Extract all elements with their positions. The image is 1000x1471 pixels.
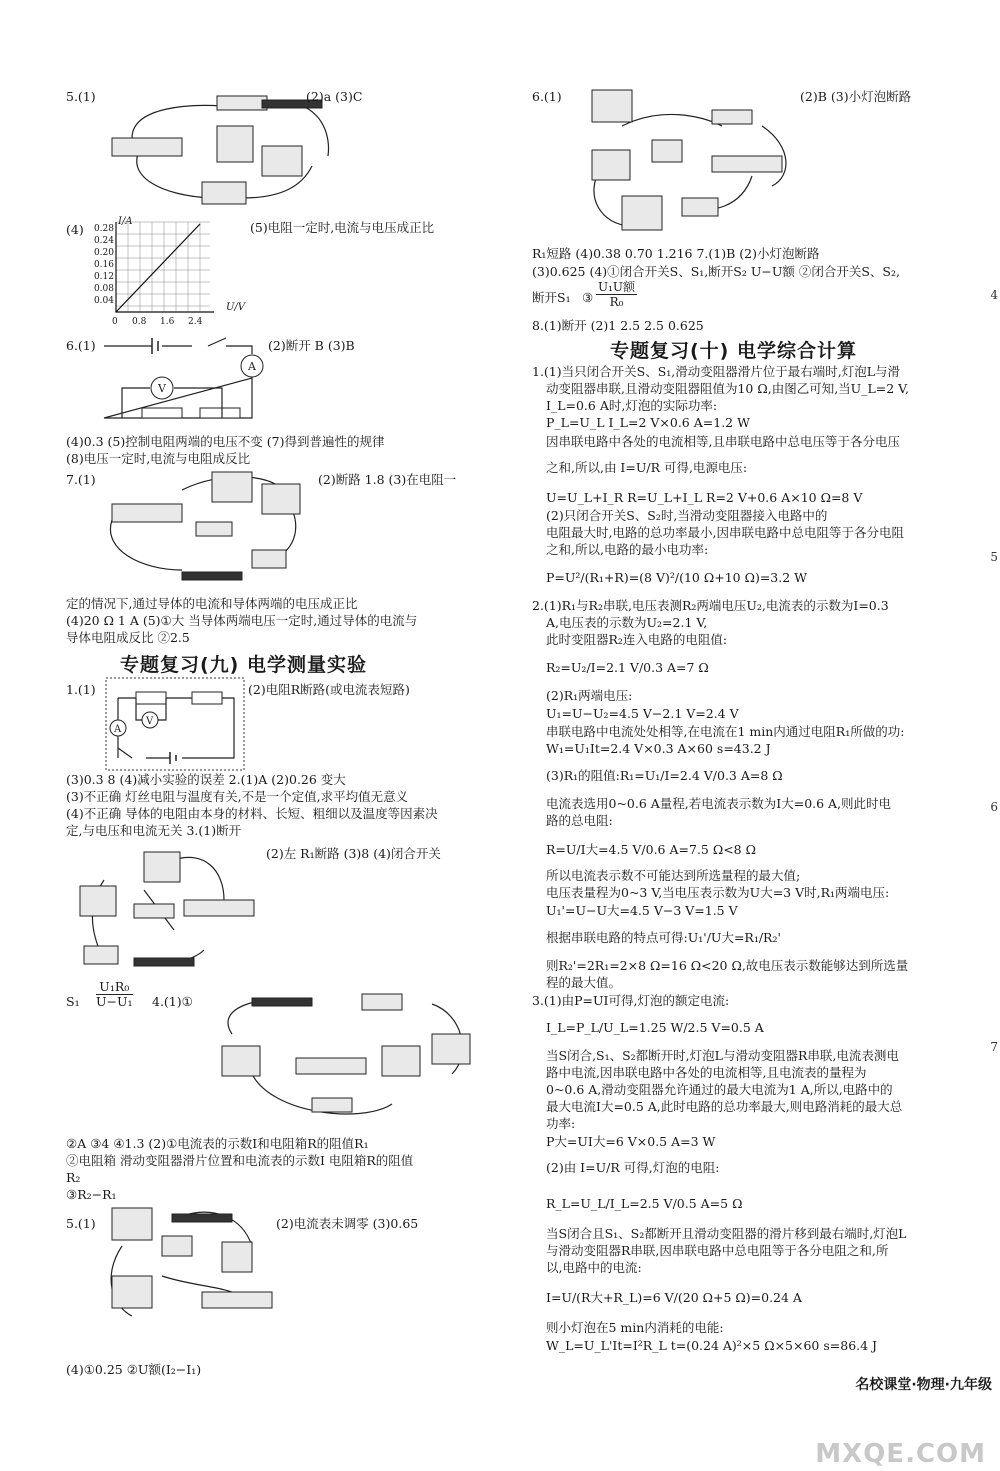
s9-line2: (3)不正确 灯丝电阻与温度有关,不是一个定值,求平均值无意义	[66, 789, 409, 804]
r-line20: 此时变阻器R₂连入电路的电阻值:	[546, 632, 728, 647]
r-line19: A,电压表的示数为U₂=2.1 V,	[546, 615, 708, 630]
r-line12: 之和,所以,由 I=U/R 可得,电源电压:	[546, 460, 748, 475]
q5-answers: (2)a (3)C	[306, 89, 363, 104]
q7-line4: (4)20 Ω 1 A (5)①大 当导体两端电压一定时,通过导体的电流与	[66, 613, 418, 628]
s9-q3-circuit-figure	[74, 850, 274, 980]
ytick: 0.28	[93, 224, 114, 234]
r-line43: P大=UI大=6 V×0.5 A=3 W	[546, 1134, 716, 1149]
s9-q3-fraction	[96, 980, 133, 1009]
s9-q5-answers: (2)电流表未调零 (3)0.65	[276, 1216, 419, 1231]
r-line46: 当S闭合且S₁、S₂都断开且滑动变阻器的滑片移到最右端时,灯泡L	[546, 1226, 907, 1241]
r-q6-label: 6.(1)	[532, 89, 562, 104]
s9-q1-circuit-diagram	[106, 678, 246, 772]
s9-q4-line3: ②电阻箱 滑动变阻器滑片位置和电流表的示数I 电阻箱R的阻值	[66, 1153, 414, 1168]
s9-q1-label: 1.(1)	[66, 682, 96, 697]
ytick: 0.24	[93, 236, 114, 246]
ytick: 0.12	[93, 272, 114, 282]
watermark-logo: MXQE.COM	[815, 1439, 986, 1469]
r-line40: 0~0.6 A,滑动变阻器允许通过的最大电流为1 A,所以,电路中的	[546, 1082, 893, 1097]
q6-label: 6.(1)	[66, 338, 96, 353]
s9-line3: (4)不正确 导体的电阻由本身的材料、长短、粗细以及温度等因素决	[66, 806, 438, 821]
graph-line	[116, 224, 200, 312]
r-line23: U₁=U−U₂=4.5 V−2.1 V=2.4 V	[546, 706, 739, 721]
graph-yticks	[86, 224, 114, 306]
s9-q5-circuit-figure	[102, 1206, 302, 1336]
graph-xlabel: U/V	[226, 302, 246, 313]
r-line31: 电压表量程为0~3 V,当电压表示数为U大=3 V时,R₁两端电压:	[546, 885, 890, 900]
svg-text:A: A	[114, 724, 122, 735]
s9-q4-circuit-figure	[212, 994, 492, 1124]
r-line47: 与滑动变阻器R串联,因串联电路中总电阻等于各分电阻之和,所	[546, 1243, 889, 1258]
r-line16: 之和,所以,电路的最小电功率:	[546, 542, 709, 557]
r-line37: I_L=P_L/U_L=1.25 W/2.5 V=0.5 A	[546, 1020, 764, 1035]
q7-line3: 定的情况下,通过导体的电流和导体两端的电压成正比	[66, 596, 358, 611]
q5-5-answer: (5)电阻一定时,电流与电压成正比	[250, 220, 435, 235]
svg-text:V: V	[146, 716, 154, 727]
q5-circuit-figure	[102, 86, 342, 214]
r-line42: 功率:	[546, 1116, 576, 1131]
side-number: 7	[990, 1040, 998, 1054]
r-line30: 所以电流表示数不可能达到所选量程的最大值;	[546, 868, 801, 883]
r-line39: 路中电流,因串联电路中各处的电流相等,且电流表的量程为	[546, 1065, 867, 1080]
fraction-numerator: U₁U额	[598, 280, 636, 294]
svg-text:A: A	[248, 360, 256, 373]
r-line10: P_L=U_L I_L=2 V×0.6 A=1.2 W	[546, 415, 750, 430]
r-line24: 串联电路中电流处处相等,在电流在1 min内通过电阻R₁所做的功:	[546, 724, 905, 739]
r-q6-circuit-figure	[562, 86, 802, 238]
s9-q3-s1: S₁	[66, 994, 80, 1009]
r-line35: 程的最大值。	[546, 975, 622, 990]
r-line29: R=U/I大=4.5 V/0.6 A=7.5 Ω<8 Ω	[546, 842, 756, 857]
ytick: 0.08	[93, 284, 114, 294]
r-line36: 3.(1)由P=UI可得,灯泡的额定电流:	[532, 993, 730, 1008]
xtick: 1.6	[160, 317, 175, 327]
q7-answers: (2)断路 1.8 (3)在电阻一	[318, 472, 457, 487]
q5-label: 5.(1)	[66, 89, 96, 104]
r-line41: 最大电流I大=0.5 A,此时电路的总功率最大,则电路消耗的最大总	[546, 1099, 903, 1114]
r-line25: W₁=U₁It=2.4 V×0.3 A×60 s=43.2 J	[546, 741, 771, 756]
r-line17: P=U²/(R₁+R)=(8 V)²/(10 Ω+10 Ω)=3.2 W	[546, 570, 807, 585]
q7-line5: 导体电阻成反比 ②2.5	[66, 630, 190, 645]
s9-q4-label: 4.(1)①	[152, 994, 193, 1009]
section-heading-9: 专题复习(九) 电学测量实验	[120, 654, 367, 676]
r-line15: 电阻最大时,电路的总功率最小,因串联电路中总电阻等于各分电阻	[546, 525, 904, 540]
s9-line1: (3)0.3 8 (4)减小实验的误差 2.(1)A (2)0.26 变大	[66, 772, 346, 787]
r-line09: I_L=0.6 A时,灯泡的实际功率:	[546, 398, 718, 413]
q6-answers: (2)断开 B (3)B	[268, 338, 355, 353]
r-line21: R₂=U₂/I=2.1 V/0.3 A=7 Ω	[546, 660, 709, 675]
graph-ylabel: I/A	[118, 216, 133, 227]
ytick: 0.20	[93, 248, 114, 258]
r-line13: U=U_L+I_R R=U_L+I_L R=2 V+0.6 A×10 Ω=8 V	[546, 490, 863, 505]
s9-q4-line5: ③R₂−R₁	[66, 1187, 117, 1202]
r-line49: I=U/(R大+R_L)=6 V/(20 Ω+5 Ω)=0.24 A	[546, 1290, 802, 1305]
q6-line8: (8)电压一定时,电流与电阻成反比	[66, 451, 251, 466]
r-line28: 路的总电阻:	[546, 813, 613, 828]
svg-text:V: V	[158, 382, 166, 395]
section-heading-10: 专题复习(十) 电学综合计算	[610, 340, 857, 362]
r-line11: 因串联电路中各处的电流相等,且串联电路中总电压等于各分电压	[546, 434, 900, 449]
r-line33: 根据串联电路的特点可得:U₁'/U大=R₁/R₂'	[546, 930, 781, 945]
s9-q5-line4: (4)①0.25 ②U额(I₂−I₁)	[66, 1362, 202, 1377]
r-line32: U₁'=U−U大=4.5 V−3 V=1.5 V	[546, 903, 738, 918]
xtick: 0	[112, 317, 118, 327]
ytick: 0.16	[93, 260, 114, 270]
footer-series: 名校课堂·物理·九年级	[855, 1377, 992, 1393]
r-q7-s1: 断开S₁	[532, 290, 571, 305]
r-line07: 1.(1)当只闭合开关S、S₁,滑动变阻器滑片位于最右端时,灯泡L与滑	[532, 364, 901, 379]
r-line50: 则小灯泡在5 min内消耗的电能:	[546, 1320, 724, 1335]
q7-label: 7.(1)	[66, 472, 96, 487]
r-line22: (2)R₁两端电压:	[546, 688, 633, 703]
r-q6-line2: R₁短路 (4)0.38 0.70 1.216 7.(1)B (2)小灯泡断路	[532, 246, 820, 261]
r-line38: 当S闭合,S₁、S₂都断开时,灯泡L与滑动变阻器R串联,电流表测电	[546, 1048, 899, 1063]
r-line08: 动变阻器串联,且滑动变阻器阻值为10 Ω,由图乙可知,当U_L=2 V,	[546, 381, 909, 396]
s9-q5-label: 5.(1)	[66, 1216, 96, 1231]
side-number: 5	[990, 550, 998, 564]
r-line44: (2)由 I=U/R 可得,灯泡的电阻:	[546, 1160, 720, 1175]
r-line51: W_L=U_L'It=I²R_L t=(0.24 A)²×5 Ω×5×60 s=86.4 J	[546, 1338, 878, 1353]
s9-q3-answers: (2)左 R₁断路 (3)8 (4)闭合开关	[266, 846, 441, 861]
xtick: 2.4	[188, 317, 203, 327]
q5-4-label: (4)	[66, 222, 84, 237]
ytick: 0.04	[93, 296, 114, 306]
q6-line4: (4)0.3 (5)控制电阻两端的电压不变 (7)得到普遍性的规律	[66, 434, 385, 449]
r-q6-answers: (2)B (3)小灯泡断路	[800, 89, 912, 104]
r-line14: (2)只闭合开关S、S₂时,当滑动变阻器接入电路中的	[546, 508, 828, 523]
side-number: 6	[990, 800, 998, 814]
r-line48: 以,电路中的电流:	[546, 1260, 642, 1275]
s9-line4: 定,与电压和电流无关 3.(1)断开	[66, 823, 242, 838]
graph-grid	[114, 222, 214, 322]
r-line45: R_L=U_L/I_L=2.5 V/0.5 A=5 Ω	[546, 1196, 743, 1211]
fraction-denominator: U−U₁	[96, 994, 133, 1009]
r-q7-line: (3)0.625 (4)①闭合开关S、S₁,断开S₂ U−U额 ②闭合开关S、S₂,	[532, 264, 900, 279]
r-line27: 电流表选用0~0.6 A量程,若电流表示数为I大=0.6 A,则此时电	[546, 796, 892, 811]
q6-circuit-diagram	[102, 338, 272, 428]
fraction-denominator: R₀	[609, 295, 624, 309]
s9-q4-r2: R₂	[66, 1170, 81, 1185]
r-line34: 则R₂'=2R₁=2×8 Ω=16 Ω<20 Ω,故电压表示数能够达到所选量	[546, 958, 909, 973]
r-q8-line: 8.(1)断开 (2)1 2.5 2.5 0.625	[532, 318, 704, 333]
q7-circuit-figure	[102, 470, 312, 590]
s9-q4-line2: ②A ③4 ④1.3 (2)①电流表的示数I和电阻箱R的阻值R₁	[66, 1136, 369, 1151]
xtick: 0.8	[132, 317, 147, 327]
side-number: 4	[990, 288, 998, 302]
r-q7-fraction	[596, 280, 637, 309]
r-q7-step3: ③	[582, 290, 594, 305]
r-line18: 2.(1)R₁与R₂串联,电压表测R₂两端电压U₂,电流表的示数为I=0.3	[532, 598, 889, 613]
r-line26: (3)R₁的阻值:R₁=U₁/I=2.4 V/0.3 A=8 Ω	[546, 768, 783, 783]
fraction-numerator: U₁R₀	[96, 980, 133, 995]
s9-q1-answer: (2)电阻R断路(或电流表短路)	[248, 682, 410, 697]
